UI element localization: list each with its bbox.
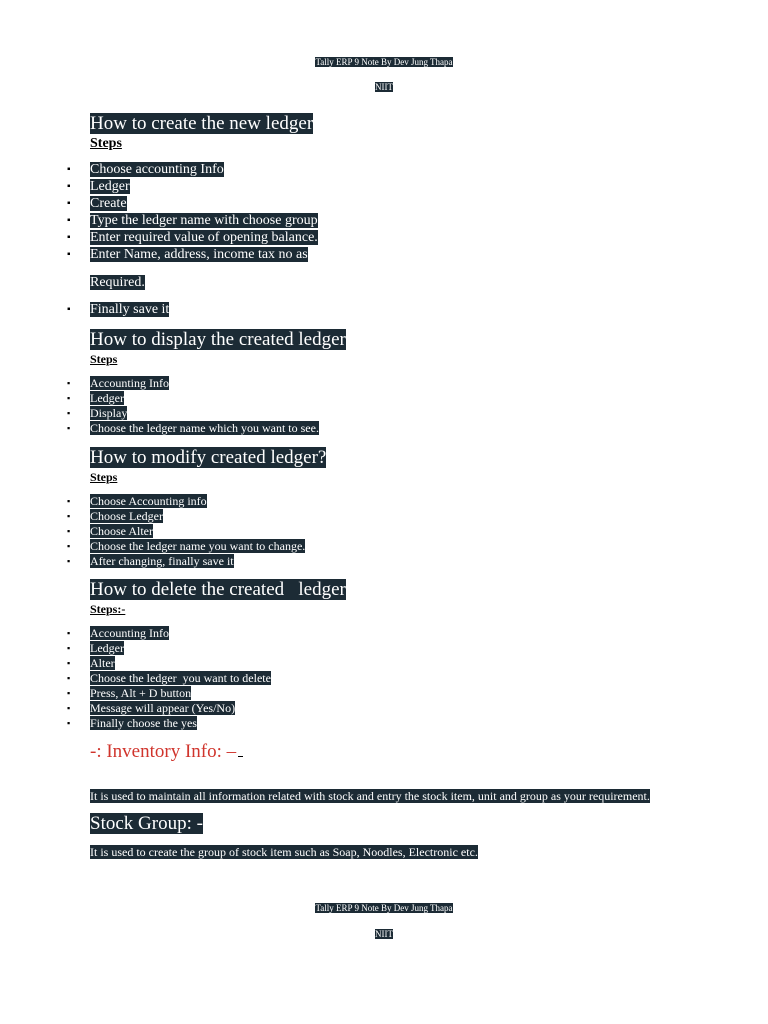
list-item: ▪ Ledger bbox=[0, 391, 319, 406]
list-item: ▪ Enter required value of opening balance. bbox=[0, 229, 318, 246]
page-footer bbox=[0, 903, 768, 914]
page-footer-org bbox=[0, 929, 768, 940]
section-display-heading: How to display the created ledger bbox=[90, 329, 346, 350]
page-header-org bbox=[0, 82, 768, 93]
list-item: ▪ Ledger bbox=[0, 641, 271, 656]
section-create-continuation: Required. bbox=[90, 275, 145, 290]
list-item: ▪ Finally save it bbox=[0, 301, 169, 318]
list-item: ▪ Ledger bbox=[0, 178, 318, 195]
section-delete-steps-list bbox=[0, 626, 271, 731]
header-org: NIIT bbox=[375, 82, 393, 92]
list-item: ▪ Press, Alt + D button bbox=[0, 686, 271, 701]
list-item: ▪ Enter Name, address, income tax no as bbox=[0, 246, 318, 263]
list-item: ▪ Alter bbox=[0, 656, 271, 671]
inventory-title: -: Inventory Info: – bbox=[90, 741, 243, 763]
list-item: ▪ Choose the ledger name you want to change. bbox=[0, 539, 305, 554]
list-item: ▪ Choose the ledger name which you want to see. bbox=[0, 421, 319, 436]
header-title: Tally ERP 9 Note By Dev Jung Thapa bbox=[315, 57, 453, 67]
page-header bbox=[0, 57, 768, 68]
list-item: ▪ After changing, finally save it bbox=[0, 554, 305, 569]
section-create-final-step bbox=[0, 301, 169, 318]
list-item: ▪ Finally choose the yes bbox=[0, 716, 271, 731]
list-item: ▪ Choose Alter bbox=[0, 524, 305, 539]
stock-group-description: It is used to create the group of stock item such as Soap, Noodles, Electronic etc. bbox=[90, 845, 478, 859]
section-display-steps-list bbox=[0, 376, 319, 436]
stock-group-title: Stock Group: - bbox=[90, 813, 203, 834]
list-item: ▪ Type the ledger name with choose group bbox=[0, 212, 318, 229]
list-item: ▪ Accounting Info bbox=[0, 626, 271, 641]
section-modify-steps-list bbox=[0, 494, 305, 569]
underline-mark bbox=[238, 756, 243, 757]
section-create-steps-list bbox=[0, 161, 318, 263]
section-delete-heading: How to delete the created ledger bbox=[90, 579, 346, 600]
list-item: ▪ Choose Ledger bbox=[0, 509, 305, 524]
list-item: ▪ Choose Accounting info bbox=[0, 494, 305, 509]
section-create-heading: How to create the new ledger bbox=[90, 113, 314, 134]
section-delete-steps-label: Steps:- bbox=[90, 602, 126, 616]
list-item: ▪ Choose the ledger you want to delete bbox=[0, 671, 271, 686]
list-item: ▪ Choose accounting Info bbox=[0, 161, 318, 178]
footer-org: NIIT bbox=[375, 929, 393, 939]
inventory-description: It is used to maintain all information related with stock and entry the stock item, unit and group as your requirement. bbox=[90, 789, 650, 803]
list-item: ▪ Create bbox=[0, 195, 318, 212]
section-display-steps-label: Steps bbox=[90, 352, 118, 366]
footer-title: Tally ERP 9 Note By Dev Jung Thapa bbox=[315, 903, 453, 913]
list-item: ▪ Display bbox=[0, 406, 319, 421]
section-create-steps-label: Steps bbox=[90, 136, 122, 151]
section-modify-steps-label: Steps bbox=[90, 470, 118, 484]
section-modify-heading: How to modify created ledger? bbox=[90, 447, 327, 468]
list-item: ▪ Message will appear (Yes/No) bbox=[0, 701, 271, 716]
list-item: ▪ Accounting Info bbox=[0, 376, 319, 391]
